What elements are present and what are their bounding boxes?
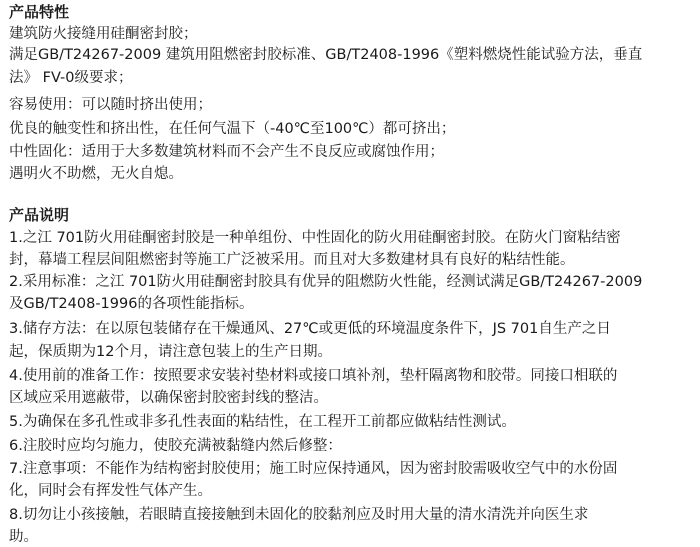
description-line: 8.切勿让小孩接触，若眼睛直接接触到未固化的胶黏剂应及时用大量的清水清洗并向医生求 <box>9 507 589 523</box>
description-line: 助。 <box>9 529 38 545</box>
features-line: 建筑防火接缝用硅酮密封胶； <box>9 26 198 42</box>
description-line: 4.使用前的准备工作：按照要求安装衬垫材料或接口填补剂，垫杆隔离物和胶带。同接口相联的 <box>9 368 618 384</box>
features-line: 容易使用：可以随时挤出使用； <box>9 97 212 113</box>
description-line: 3.储存方法：在以原包装储存在干燥通风、27℃或更低的环境温度条件下，JS 701自生产之日 <box>9 321 611 337</box>
features-line: 中性固化：适用于大多数建筑材料而不会产生不良反应或腐蚀作用； <box>9 144 444 160</box>
description-line: 1.之江 701防火用硅酮密封胶是一种单组份、中性固化的防火用硅酮密封胶。在防火门窗粘结密 <box>9 230 621 246</box>
description-title: 产品说明 <box>9 206 70 224</box>
description-line: 起，保质期为12个月，请注意包装上的生产日期。 <box>9 344 332 360</box>
description-line: 及GB/T2408-1996的各项性能指标。 <box>9 296 254 312</box>
description-line: 区域应采用遮蔽带，以确保密封胶密封线的整洁。 <box>9 390 328 406</box>
description-line: 2.采用标准：之江 701防火用硅酮密封胶具有优异的阻燃防火性能，经测试满足GB/T24267-2009 <box>9 274 643 290</box>
features-line: 满足GB/T24267-2009 建筑用阻燃密封胶标准、GB/T2408-1996《塑料燃烧性能试验方法，垂直 <box>9 47 643 63</box>
description-line: 封，幕墙工程层间阻燃密封等施工广泛被采用。而且对大多数建材具有良好的粘结性能。 <box>9 252 575 268</box>
description-line: 6.注胶时应均匀施力，使胶充满被黏缝内然后修整： <box>9 438 342 454</box>
features-line: 优良的触变性和挤出性，在任何气温下（-40℃至100℃）都可挤出； <box>9 121 456 137</box>
description-line: 化，同时会有挥发性气体产生。 <box>9 483 212 499</box>
features-line: 遇明火不助燃，无火自熄。 <box>9 166 183 182</box>
description-line: 7.注意事项：不能作为结构密封胶使用；施工时应保持通风，因为密封胶需吸收空气中的水份固 <box>9 461 618 477</box>
description-line: 5.为确保在多孔性或非多孔性表面的粘结性，在工程开工前都应做粘结性测试。 <box>9 414 516 430</box>
features-title: 产品特性 <box>9 3 70 21</box>
features-line: 法》 FV-0级要求； <box>9 70 133 86</box>
